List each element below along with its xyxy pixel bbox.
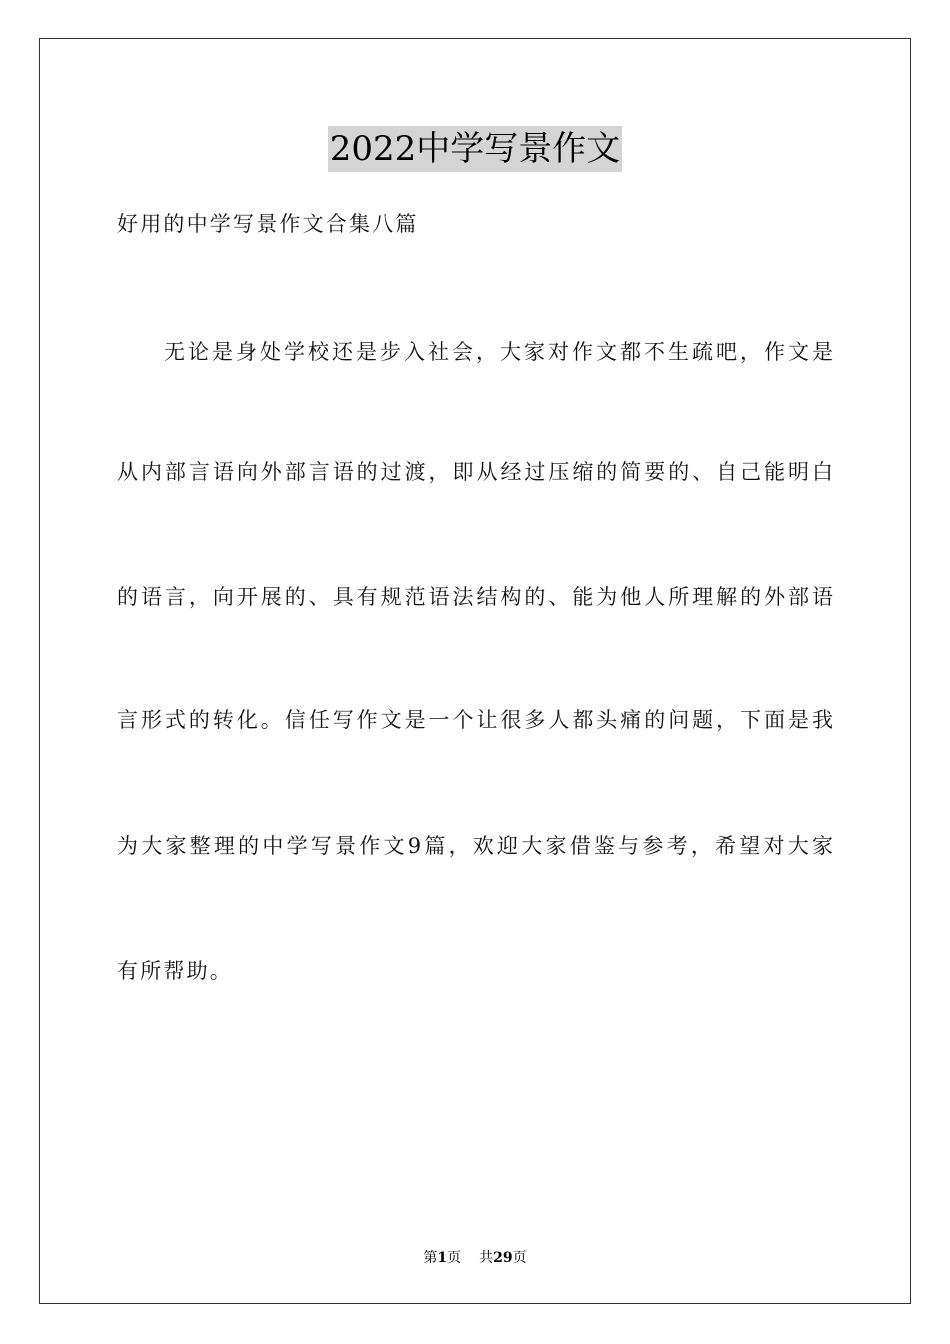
page-suffix: 页 — [447, 1250, 462, 1266]
title-container — [0, 126, 950, 172]
body-paragraph-line-6: 有所帮助。 — [117, 959, 233, 983]
body-paragraph-line-3: 的语言，向开展的、具有规范语法结构的、能为他人所理解的外部语 — [117, 585, 833, 609]
page-prefix: 第 — [423, 1250, 438, 1266]
body-paragraph-line-1: 无论是身处学校还是步入社会，大家对作文都不生疏吧，作文是 — [164, 340, 833, 364]
page-footer — [0, 1248, 950, 1268]
total-prefix: 共 — [479, 1250, 494, 1266]
document-title: 2022中学写景作文 — [328, 126, 623, 172]
body-paragraph-line-2: 从内部言语向外部言语的过渡，即从经过压缩的简要的、自己能明白 — [117, 460, 833, 484]
total-pages: 29 — [493, 1250, 513, 1266]
total-suffix: 页 — [512, 1250, 527, 1266]
body-paragraph-line-5: 为大家整理的中学写景作文9篇，欢迎大家借鉴与参考，希望对大家 — [117, 834, 833, 858]
document-subtitle: 好用的中学写景作文合集八篇 — [117, 212, 419, 236]
page-number: 1 — [437, 1250, 448, 1266]
body-paragraph-line-4: 言形式的转化。信任写作文是一个让很多人都头痛的问题，下面是我 — [117, 708, 833, 732]
